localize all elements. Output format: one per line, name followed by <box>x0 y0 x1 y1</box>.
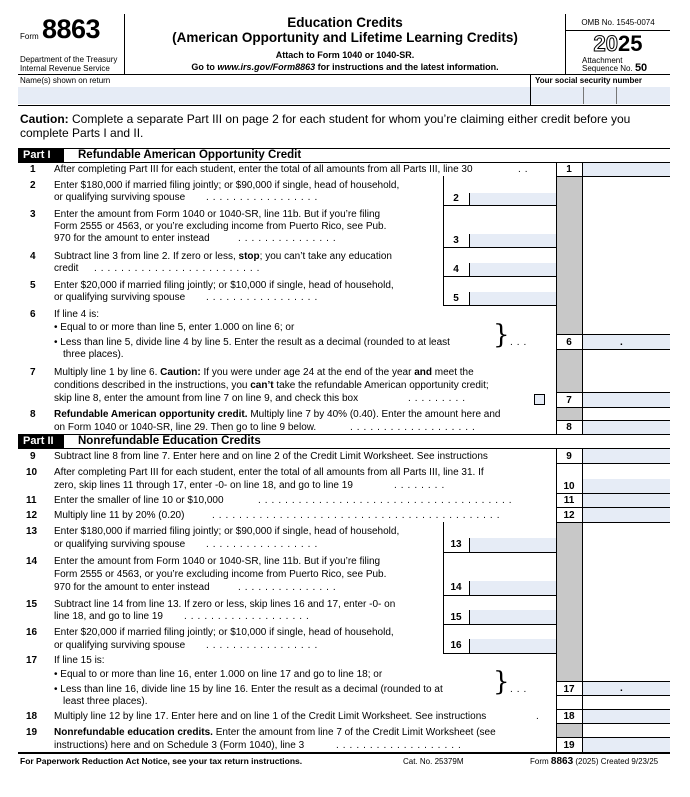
line-12-number: 12 <box>26 510 38 521</box>
line-17-amount-input[interactable] <box>583 682 670 695</box>
footer-form-word: Form <box>530 757 551 766</box>
line-19-text-1 <box>54 727 496 739</box>
line-13-text-2 <box>54 539 185 551</box>
caution-label: Caution: <box>20 112 69 126</box>
line-10-dot-leader: ........ <box>394 480 449 491</box>
line-14-box-number: 14 <box>450 582 462 593</box>
line-12-amount-input[interactable] <box>583 508 670 522</box>
line-1-text <box>54 164 554 176</box>
line-7-text2b: take the refundable American opportunity credit; <box>273 380 489 391</box>
part-2-header <box>18 434 670 448</box>
attach-instruction: Attach to Form 1040 or 1040-SR. <box>275 50 415 60</box>
line-4-post: ; you can’t take any education <box>259 251 392 262</box>
line-8-box-number: 8 <box>566 422 572 433</box>
line-1-label: After completing Part III for each student, enter the total of all amounts from all Parts III, line 30 <box>54 164 473 175</box>
line-11-text <box>54 495 224 507</box>
footer-cat-number: Cat. No. 25379M <box>403 757 464 766</box>
line-8-text-1 <box>54 409 500 421</box>
line-7-rule <box>556 407 670 408</box>
goto-url[interactable]: www.irs.gov/Form8863 <box>217 62 316 72</box>
line-17-bullet-2: • Less than line 16, divide line 15 by line 16. Enter the result as a decimal (rounded to at <box>54 684 443 695</box>
line-4-amount-input[interactable] <box>470 263 556 276</box>
line-10-label: zero, skip lines 11 through 17, enter -0- on line 18, and go to line 19 <box>54 480 353 491</box>
line-9-text <box>54 451 488 463</box>
line-9-rule <box>556 463 670 464</box>
line-7-text-3 <box>54 393 358 405</box>
sequence-number: 50 <box>634 62 648 74</box>
department-line-2: Internal Revenue Service <box>20 64 110 73</box>
line-19-label: instructions) here and on Schedule 3 (Form 1040), line 3 <box>54 740 305 751</box>
line-11-number: 11 <box>26 495 37 506</box>
part-1-label: Part I <box>18 149 64 162</box>
line-7-post: meet the <box>431 367 474 378</box>
line-1-amount-input[interactable] <box>583 163 670 176</box>
line-19-text1: Enter the amount from line 7 of the Credit Limit Worksheet (see <box>212 727 496 738</box>
line-7-checkbox[interactable] <box>534 394 545 405</box>
line-2-label: or qualifying surviving spouse <box>54 192 186 203</box>
line-18-number: 18 <box>26 711 38 722</box>
goto-suffix: for instructions and the latest information. <box>315 62 499 72</box>
line-17-rule <box>556 695 670 696</box>
footer-form-id <box>530 756 658 767</box>
line-17-leader: ... <box>510 684 531 695</box>
part-1-title: Refundable American Opportunity Credit <box>78 149 302 161</box>
line-13-box-divider <box>469 538 470 552</box>
part-2-title: Nonrefundable Education Credits <box>78 435 261 447</box>
line-3-text-3 <box>54 233 210 245</box>
sequence-label-text: Sequence No. <box>582 64 633 73</box>
line-1-dot-leader: .. <box>518 164 532 175</box>
line-19-amount-input[interactable] <box>583 738 670 752</box>
line-15-text-1: Subtract line 14 from line 13. If zero or less, skip lines 16 and 17, enter -0- on <box>54 599 396 610</box>
line-15-label: line 18, and go to line 19 <box>54 611 163 622</box>
line-16-dot-leader: ................. <box>206 640 322 651</box>
footer-paperwork-notice: For Paperwork Reduction Act Notice, see your tax return instructions. <box>20 756 303 766</box>
form-title-1: Education Credits <box>287 15 403 30</box>
caution-note <box>20 112 660 140</box>
line-16-box-divider <box>469 639 470 653</box>
line-16-box-number: 16 <box>450 640 462 651</box>
line-16-text-2 <box>54 640 185 652</box>
line-7-amount-input[interactable] <box>583 393 670 407</box>
part-1-bottom-rule <box>18 162 670 163</box>
line-5-text-2 <box>54 292 185 304</box>
line-14-text-2: Form 2555 or 4563, or you’re excluding income from Puerto Rico, see Pub. <box>54 569 387 580</box>
line-14-dot-leader: ............... <box>238 582 340 593</box>
line-1-number: 1 <box>30 164 36 175</box>
line-15-rule <box>443 624 556 625</box>
line-2-number: 2 <box>30 180 36 191</box>
part-2-label: Part II <box>18 435 64 448</box>
line-10-amount-input[interactable] <box>583 479 670 493</box>
line-2-text-1: Enter $180,000 if married filing jointly; or $90,000 if single, head of household, <box>54 180 400 191</box>
line-14-text-3 <box>54 582 210 594</box>
line-17-box-number: 17 <box>563 684 575 695</box>
part-1-column-left-rule <box>556 163 557 434</box>
line-16-amount-input[interactable] <box>470 639 556 653</box>
line-17-decimal-point: . <box>620 683 623 694</box>
line-6-rule <box>556 349 670 350</box>
footer-rule <box>18 752 670 754</box>
line-5-amount-input[interactable] <box>470 292 556 305</box>
line-5-box-number: 5 <box>453 293 459 304</box>
line-4-pre: Subtract line 3 from line 2. If zero or less, <box>54 251 239 262</box>
line-17-bullet-3: least three places). <box>63 696 148 707</box>
line-15-box-number: 15 <box>450 612 462 623</box>
line-15-number: 15 <box>26 599 38 610</box>
footer-form-number: 8863 <box>550 756 574 767</box>
ssn-separator-2 <box>616 87 617 104</box>
line-18-amount-input[interactable] <box>583 710 670 723</box>
line-2-box-number: 2 <box>453 193 459 204</box>
line-10-text-2 <box>54 480 353 492</box>
line-3-amount-input[interactable] <box>470 234 556 247</box>
tax-year-bold: 25 <box>618 31 643 56</box>
line-14-box-divider <box>469 581 470 595</box>
ssn-input[interactable] <box>531 87 670 104</box>
line-9-box-number: 9 <box>566 451 572 462</box>
line-12-box-number: 12 <box>563 510 575 521</box>
line-7-and: and <box>414 367 432 378</box>
line-18-dot-leader: . <box>536 711 543 722</box>
line-19-number: 19 <box>26 727 38 738</box>
part-2-shaded-column-line19 <box>556 723 582 737</box>
line-12-rule <box>556 522 670 523</box>
line-3-number: 3 <box>30 209 36 220</box>
line-10-number: 10 <box>26 467 38 478</box>
part-1-header <box>18 148 670 162</box>
line-7-caution: Caution: <box>160 367 201 378</box>
line-12-label: Multiply line 11 by 20% (0.20) <box>54 510 185 521</box>
line-7-text-1 <box>54 367 474 379</box>
line-5-dot-leader: ................. <box>206 292 322 303</box>
name-row-bottom-rule <box>18 105 670 106</box>
line-9-number: 9 <box>30 451 36 462</box>
line-8-text-2 <box>54 422 316 434</box>
line-19-box-number: 19 <box>563 740 575 751</box>
line-17-bullet-1: • Equal to or more than line 16, enter 1.000 on line 17 and go to line 18; or <box>54 669 383 680</box>
line-5-box-divider <box>469 292 470 305</box>
line-7-text-2 <box>54 380 489 392</box>
line-7-cant: can’t <box>250 380 274 391</box>
form-title-2: (American Opportunity and Lifetime Learning Credits) <box>172 30 518 45</box>
line-4-text-2 <box>54 263 78 275</box>
line-7-pre: Multiply line 1 by line 6. <box>54 367 161 378</box>
line-17-brace: } <box>493 667 510 697</box>
line-18-rule <box>556 723 670 724</box>
line-10-text-1: After completing Part III for each student, enter the total of all amounts from all Parts III, line 31. If <box>54 467 484 478</box>
line-6-brace: } <box>493 320 510 350</box>
line-6-leader: ... <box>510 337 531 348</box>
line-16-text-1: Enter $20,000 if married filing jointly; or $10,000 if single, head of household, <box>54 627 394 638</box>
line-7-dot-leader: ......... <box>408 393 470 404</box>
line-4-number: 4 <box>30 251 36 262</box>
line-2-text-2 <box>54 192 185 204</box>
department-line-1: Department of the Treasury <box>20 55 118 64</box>
line-15-text-2 <box>54 611 163 623</box>
line-4-stop: stop <box>238 251 260 262</box>
line-14-number: 14 <box>26 556 38 567</box>
line-1-box-number: 1 <box>566 164 572 175</box>
part-1-shaded-column <box>556 176 582 334</box>
line-6-bullet-3: three places). <box>63 349 124 360</box>
line-13-dot-leader: ................. <box>206 539 322 550</box>
line-19-dot-leader: ................... <box>336 740 465 751</box>
line-5-rule <box>443 305 556 306</box>
goto-instruction <box>125 62 565 72</box>
line-3-dot-leader: ............... <box>238 233 340 244</box>
line-7-number: 7 <box>30 367 36 378</box>
line-2-dot-leader: ................. <box>206 192 322 203</box>
line-16-rule <box>443 653 556 654</box>
part-2-shaded-column <box>556 522 582 681</box>
line-2-rule <box>443 205 556 206</box>
line-6-decimal-point: . <box>620 337 623 348</box>
line-3-box-number: 3 <box>453 235 459 246</box>
line-10-box-number: 10 <box>563 481 575 492</box>
tax-year-outline: 20 <box>593 31 618 56</box>
line-4-rule <box>443 276 556 277</box>
line-7-text3: skip line 8, enter the amount from line 7 on line 9, and check this box <box>54 393 359 404</box>
line-18-label: Multiply line 12 by line 17. Enter here and on line 1 of the Credit Limit Worksheet. See instructions <box>54 711 487 722</box>
name-input[interactable] <box>18 87 530 104</box>
line-6-bullet-1: • Equal to or more than line 5, enter 1.000 on line 6; or <box>54 322 295 333</box>
goto-prefix: Go to <box>191 62 218 72</box>
line-14-label: 970 for the amount to enter instead <box>54 582 210 593</box>
line-2-amount-input[interactable] <box>470 193 556 205</box>
line-2-box-divider <box>469 193 470 205</box>
line-13-amount-input[interactable] <box>470 538 556 552</box>
ssn-separator-1 <box>583 87 584 104</box>
line-6-amount-input[interactable] <box>583 335 670 349</box>
caution-text: Complete a separate Part III on page 2 for each student for whom you’re claiming either credit before you complete Parts I and II. <box>20 112 631 140</box>
line-7-text2a: conditions described in the instructions, you <box>54 380 251 391</box>
ssn-label: Your social security number <box>535 76 642 85</box>
line-16-label: or qualifying surviving spouse <box>54 640 186 651</box>
line-4-box-divider <box>469 263 470 276</box>
line-6-bullet-2: • Less than line 5, divide line 4 by line 5. Enter the result as a decimal (rounded to at least <box>54 337 450 348</box>
line-5-label: or qualifying surviving spouse <box>54 292 186 303</box>
line-8-bold: Refundable American opportunity credit. <box>54 409 248 420</box>
line-8-label: on Form 1040 or 1040-SR, line 29. Then go to line 9 below. <box>54 422 317 433</box>
line-11-label: Enter the smaller of line 10 or $10,000 <box>54 495 224 506</box>
line-12-text <box>54 510 184 522</box>
part-1-shaded-column-line7 <box>556 349 582 392</box>
line-4-label: credit <box>54 263 79 274</box>
line-8-text1: Multiply line 7 by 40% (0.40). Enter the amount here and <box>247 409 501 420</box>
line-8-number: 8 <box>30 409 36 420</box>
line-9-amount-input[interactable] <box>583 449 670 463</box>
line-18-box-number: 18 <box>563 711 575 722</box>
footer-created: (2025) Created 9/23/25 <box>573 757 659 766</box>
tax-year <box>566 32 670 56</box>
line-14-rule <box>443 595 556 596</box>
line-14-text-1: Enter the amount from Form 1040 or 1040-SR, line 11b. But if you’re filing <box>54 556 381 567</box>
line-4-dot-leader: ......................... <box>94 263 264 274</box>
line-13-label: or qualifying surviving spouse <box>54 539 186 550</box>
header-bottom-rule <box>18 74 670 75</box>
omb-number: OMB No. 1545-0074 <box>581 18 655 27</box>
line-12-dot-leader: ........................................... <box>212 510 504 521</box>
line-11-amount-input[interactable] <box>583 494 670 507</box>
attachment-label: Attachment <box>582 56 623 65</box>
line-18-text <box>54 711 486 723</box>
line-6-intro: If line 4 is: <box>54 309 100 320</box>
line-11-box-number: 11 <box>563 495 575 506</box>
line-13-number: 13 <box>26 526 38 537</box>
line-4-text-1 <box>54 251 392 263</box>
line-3-label: 970 for the amount to enter instead <box>54 233 210 244</box>
line-17-intro: If line 15 is: <box>54 655 105 666</box>
line-1-rule <box>556 176 670 177</box>
form-number: 8863 <box>42 14 101 44</box>
line-19-bold: Nonrefundable education credits. <box>54 727 213 738</box>
sequence-label <box>582 64 647 73</box>
line-3-box-divider <box>469 234 470 247</box>
line-8-amount-input[interactable] <box>583 421 670 434</box>
line-19-text-2 <box>54 740 304 752</box>
line-15-amount-input[interactable] <box>470 610 556 624</box>
line-3-rule <box>443 247 556 248</box>
name-label: Name(s) shown on return <box>20 76 111 85</box>
line-13-rule <box>443 552 556 553</box>
line-15-box-divider <box>469 610 470 624</box>
form-word: Form <box>20 32 39 41</box>
line-3-text-1: Enter the amount from Form 1040 or 1040-SR, line 11b. But if you’re filing <box>54 209 381 220</box>
line-17-number: 17 <box>26 655 38 666</box>
line-6-box-number: 6 <box>566 337 572 348</box>
line-8-dot-leader: ................... <box>350 422 479 433</box>
line-13-text-1: Enter $180,000 if married filing jointly; or $90,000 if single, head of household, <box>54 526 400 537</box>
line-5-text-1: Enter $20,000 if married filing jointly; or $10,000 if single, head of household, <box>54 280 394 291</box>
line-7-mid: If you were under age 24 at the end of the year <box>200 367 415 378</box>
line-15-dot-leader: ................... <box>184 611 313 622</box>
line-5-number: 5 <box>30 280 36 291</box>
line-14-amount-input[interactable] <box>470 581 556 595</box>
line-4-box-number: 4 <box>453 264 459 275</box>
line-13-box-number: 13 <box>450 539 462 550</box>
line-11-dot-leader: ...................................... <box>258 495 516 506</box>
line-7-box-number: 7 <box>566 395 572 406</box>
line-9-label: Subtract line 8 from line 7. Enter here and on line 2 of the Credit Limit Worksheet. See instructions <box>54 451 488 462</box>
line-6-number: 6 <box>30 309 36 320</box>
line-3-text-2: Form 2555 or 4563, or you’re excluding income from Puerto Rico, see Pub. <box>54 221 387 232</box>
part-1-shaded-column-line8 <box>556 407 582 420</box>
part-2-bottom-rule <box>18 448 670 449</box>
line-16-number: 16 <box>26 627 38 638</box>
